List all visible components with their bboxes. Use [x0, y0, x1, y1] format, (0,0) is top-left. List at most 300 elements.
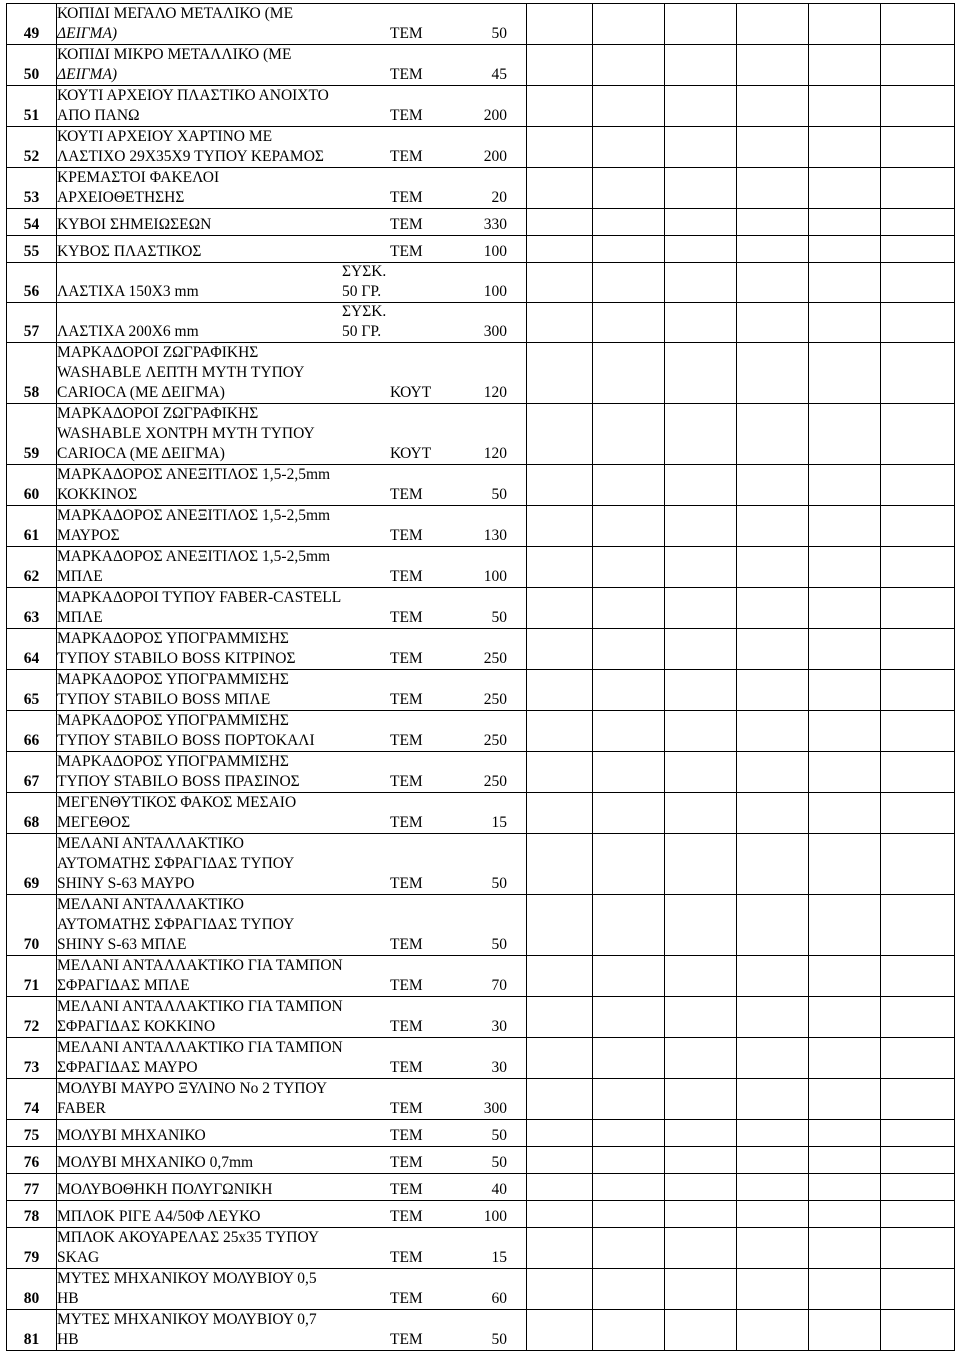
item-number: 52 — [7, 127, 57, 168]
empty-cell — [593, 1038, 665, 1079]
item-quantity: 40 — [491, 1181, 507, 1198]
empty-cell — [593, 4, 665, 45]
empty-cell — [593, 997, 665, 1038]
item-description-line: ΜΕΓΕΘΟΣ — [57, 814, 131, 831]
empty-cell — [665, 1228, 737, 1269]
item-description-line: SKAG — [57, 1249, 100, 1266]
item-number: 55 — [7, 236, 57, 263]
item-quantity: 100 — [483, 243, 507, 260]
item-quantity: 250 — [483, 732, 507, 749]
empty-cell — [737, 588, 809, 629]
table-row — [7, 752, 955, 793]
item-description-cell — [57, 793, 527, 834]
item-unit: ΤΕΜ — [390, 1059, 423, 1076]
item-quantity: 250 — [483, 773, 507, 790]
empty-cell — [593, 168, 665, 209]
empty-cell — [737, 997, 809, 1038]
item-description-line: ΚΟΠΙΔΙ ΜΕΓΑΛΟ ΜΕΤΑΛΙΚΟ (ΜΕ — [57, 5, 294, 22]
empty-cell — [527, 629, 593, 670]
item-description-cell — [57, 4, 527, 45]
item-description-line: ΤΥΠΟΥ STABILO BOSS ΠΡΑΣΙΝΟΣ — [57, 773, 300, 790]
item-quantity: 50 — [491, 875, 507, 892]
empty-cell — [665, 263, 737, 303]
item-description-line: ΜΟΛΥΒΙ ΜΗΧΑΝΙΚΟ — [57, 1127, 206, 1144]
empty-cell — [809, 711, 881, 752]
table-row — [7, 4, 955, 45]
item-description-cell — [57, 168, 527, 209]
item-number: 66 — [7, 711, 57, 752]
empty-cell — [881, 1228, 955, 1269]
empty-cell — [809, 465, 881, 506]
empty-cell — [665, 127, 737, 168]
empty-cell — [737, 895, 809, 956]
item-quantity: 50 — [491, 486, 507, 503]
empty-cell — [527, 1120, 593, 1147]
empty-cell — [881, 1201, 955, 1228]
empty-cell — [527, 997, 593, 1038]
item-unit: ΚΟΥΤ — [390, 384, 432, 401]
item-number: 65 — [7, 670, 57, 711]
empty-cell — [881, 895, 955, 956]
item-description-cell — [57, 1038, 527, 1079]
empty-cell — [881, 127, 955, 168]
empty-cell — [593, 793, 665, 834]
item-unit: ΤΕΜ — [390, 1127, 423, 1144]
item-quantity: 45 — [491, 66, 507, 83]
empty-cell — [665, 711, 737, 752]
item-quantity: 130 — [483, 527, 507, 544]
item-description-line: ΜΕΓΕΝΘΥΤΙΚΟΣ ΦΑΚΟΣ ΜΕΣΑΙΟ — [57, 794, 297, 811]
item-quantity: 250 — [483, 650, 507, 667]
empty-cell — [809, 343, 881, 404]
item-description-line: ΜΥΤΕΣ ΜΗΧΑΝΙΚΟΥ ΜΟΛΥΒΙΟΥ 0,5 — [57, 1270, 317, 1287]
item-unit-detail: 50 ΓΡ. — [342, 323, 382, 340]
empty-cell — [881, 1174, 955, 1201]
empty-cell — [809, 127, 881, 168]
empty-cell — [593, 127, 665, 168]
table-row — [7, 1201, 955, 1228]
item-description-line: ΚΟΥΤΙ ΑΡΧΕΙΟΥ ΠΛΑΣΤΙΚΟ ΑΝΟΙΧΤΟ — [57, 87, 329, 104]
empty-cell — [593, 547, 665, 588]
item-quantity: 30 — [491, 1059, 507, 1076]
item-description-cell — [57, 506, 527, 547]
item-number: 62 — [7, 547, 57, 588]
empty-cell — [881, 629, 955, 670]
table-row — [7, 236, 955, 263]
item-description-line: ΛΑΣΤΙΧΟ 29Χ35Χ9 ΤΥΠΟΥ ΚΕΡΑΜΟΣ — [57, 148, 324, 165]
item-quantity: 30 — [491, 1018, 507, 1035]
empty-cell — [593, 465, 665, 506]
empty-cell — [593, 1174, 665, 1201]
empty-cell — [809, 263, 881, 303]
item-description-cell — [57, 127, 527, 168]
empty-cell — [593, 895, 665, 956]
empty-cell — [593, 263, 665, 303]
item-description-cell — [57, 997, 527, 1038]
item-description-line: ΔΕΙΓΜΑ) — [57, 25, 118, 42]
empty-cell — [809, 834, 881, 895]
empty-cell — [809, 209, 881, 236]
item-description-line: ΜΠΛΟΚ ΡΙΓΕ Α4/50Φ ΛΕΥΚΟ — [57, 1208, 261, 1225]
empty-cell — [665, 1147, 737, 1174]
item-number: 78 — [7, 1201, 57, 1228]
empty-cell — [665, 404, 737, 465]
empty-cell — [665, 209, 737, 236]
item-quantity: 50 — [491, 1331, 507, 1348]
item-quantity: 330 — [483, 216, 507, 233]
item-description-cell — [57, 670, 527, 711]
empty-cell — [737, 834, 809, 895]
empty-cell — [881, 1310, 955, 1351]
table-row — [7, 168, 955, 209]
item-description-line: ΜΕΛΑΝΙ ΑΝΤΑΛΛΑΚΤΙΚΟ ΓΙΑ ΤΑΜΠΟΝ — [57, 998, 343, 1015]
empty-cell — [737, 752, 809, 793]
item-number: 67 — [7, 752, 57, 793]
empty-cell — [665, 1174, 737, 1201]
empty-cell — [737, 547, 809, 588]
empty-cell — [527, 1079, 593, 1120]
empty-cell — [593, 506, 665, 547]
empty-cell — [809, 1310, 881, 1351]
item-number: 51 — [7, 86, 57, 127]
item-description-line: ΜΑΡΚΑΔΟΡΟΣ ΥΠΟΓΡΑΜΜΙΣΗΣ — [57, 671, 289, 688]
item-unit: ΣΥΣΚ. — [342, 263, 387, 280]
item-description-line: ΜΟΛΥΒΟΘΗΚΗ ΠΟΛΥΓΩΝΙΚΗ — [57, 1181, 273, 1198]
empty-cell — [881, 343, 955, 404]
item-description-line: ΛΑΣΤΙΧΑ 200Χ6 mm — [57, 323, 199, 340]
item-description-line: ΜΠΛΕ — [57, 609, 103, 626]
item-unit: ΤΕΜ — [390, 1208, 423, 1225]
item-description-cell — [57, 209, 527, 236]
item-description-line: ΜΥΤΕΣ ΜΗΧΑΝΙΚΟΥ ΜΟΛΥΒΙΟΥ 0,7 — [57, 1311, 317, 1328]
item-description-line: ΜΟΛΥΒΙ ΜΑΥΡΟ ΞΥΛΙΝΟ Νο 2 ΤΥΠΟΥ — [57, 1080, 328, 1097]
item-unit: ΣΥΣΚ. — [342, 303, 387, 320]
empty-cell — [593, 1228, 665, 1269]
empty-cell — [665, 670, 737, 711]
empty-cell — [881, 997, 955, 1038]
empty-cell — [593, 45, 665, 86]
item-unit: ΤΕΜ — [390, 732, 423, 749]
item-quantity: 200 — [483, 107, 507, 124]
empty-cell — [809, 629, 881, 670]
item-description-cell — [57, 45, 527, 86]
item-quantity: 120 — [483, 445, 507, 462]
empty-cell — [737, 209, 809, 236]
empty-cell — [665, 1310, 737, 1351]
empty-cell — [809, 752, 881, 793]
item-quantity: 100 — [483, 283, 507, 300]
item-description-line: WASHABLE ΛΕΠΤΗ ΜΥΤΗ ΤΥΠΟΥ — [57, 364, 305, 381]
item-unit: ΤΕΜ — [390, 1290, 423, 1307]
item-description-line: ΜΑΡΚΑΔΟΡΟΙ ΤΥΠΟΥ FABER-CASTELL — [57, 589, 342, 606]
empty-cell — [665, 1269, 737, 1310]
empty-cell — [593, 711, 665, 752]
item-unit: ΤΕΜ — [390, 25, 423, 42]
empty-cell — [809, 404, 881, 465]
empty-cell — [527, 1174, 593, 1201]
table-row — [7, 86, 955, 127]
item-quantity: 120 — [483, 384, 507, 401]
table-row — [7, 588, 955, 629]
item-number: 81 — [7, 1310, 57, 1351]
empty-cell — [809, 236, 881, 263]
empty-cell — [593, 956, 665, 997]
empty-cell — [593, 1079, 665, 1120]
item-quantity: 50 — [491, 25, 507, 42]
empty-cell — [527, 506, 593, 547]
items-table — [6, 3, 955, 1351]
item-description-cell — [57, 404, 527, 465]
empty-cell — [527, 343, 593, 404]
empty-cell — [809, 793, 881, 834]
empty-cell — [881, 45, 955, 86]
item-description-line: HB — [57, 1290, 79, 1307]
item-description-line: ΑΡΧΕΙΟΘΕΤΗΣΗΣ — [57, 189, 185, 206]
empty-cell — [593, 1120, 665, 1147]
empty-cell — [593, 588, 665, 629]
item-number: 70 — [7, 895, 57, 956]
item-number: 76 — [7, 1147, 57, 1174]
empty-cell — [737, 956, 809, 997]
item-description-line: ΜΑΥΡΟΣ — [57, 527, 120, 544]
item-number: 49 — [7, 4, 57, 45]
item-description-line: ΚΥΒΟΙ ΣΗΜΕΙΩΣΕΩΝ — [57, 216, 212, 233]
item-quantity: 50 — [491, 1154, 507, 1171]
empty-cell — [809, 1269, 881, 1310]
empty-cell — [665, 834, 737, 895]
item-description-cell — [57, 303, 527, 343]
empty-cell — [593, 752, 665, 793]
table-row — [7, 670, 955, 711]
table-row — [7, 1079, 955, 1120]
table-row — [7, 1120, 955, 1147]
item-quantity: 50 — [491, 609, 507, 626]
item-unit: ΤΕΜ — [390, 814, 423, 831]
item-description-line: ΜΑΡΚΑΔΟΡΟΣ ΥΠΟΓΡΑΜΜΙΣΗΣ — [57, 630, 289, 647]
item-description-cell — [57, 711, 527, 752]
item-description-cell — [57, 1228, 527, 1269]
item-description-line: HB — [57, 1331, 79, 1348]
empty-cell — [527, 303, 593, 343]
item-description-line: ΑΥΤΟΜΑΤΗΣ ΣΦΡΑΓΙΔΑΣ ΤΥΠΟΥ — [57, 916, 295, 933]
item-description-line: ΚΟΠΙΔΙ ΜΙΚΡΟ ΜΕΤΑΛΛΙΚΟ (ΜΕ — [57, 46, 292, 63]
item-quantity: 250 — [483, 691, 507, 708]
item-quantity: 300 — [483, 323, 507, 340]
item-unit: ΤΕΜ — [390, 1181, 423, 1198]
item-description-line: ΜΕΛΑΝΙ ΑΝΤΑΛΛΑΚΤΙΚΟ — [57, 896, 244, 913]
empty-cell — [809, 86, 881, 127]
item-number: 79 — [7, 1228, 57, 1269]
item-quantity: 20 — [491, 189, 507, 206]
item-description-cell — [57, 1174, 527, 1201]
empty-cell — [881, 547, 955, 588]
empty-cell — [527, 711, 593, 752]
item-description-line: ΜΠΛΕ — [57, 568, 103, 585]
empty-cell — [881, 1269, 955, 1310]
empty-cell — [665, 1079, 737, 1120]
item-unit: ΤΕΜ — [390, 148, 423, 165]
empty-cell — [665, 86, 737, 127]
item-description-line: ΔΕΙΓΜΑ) — [57, 66, 118, 83]
item-description-line: ΤΥΠΟΥ STABILO BOSS ΚΙΤΡΙΝΟΣ — [57, 650, 296, 667]
item-description-line: ΜΠΛΟΚ ΑΚΟΥΑΡΕΛΑΣ 25x35 ΤΥΠΟΥ — [57, 1229, 320, 1246]
items-table-body — [7, 4, 955, 1351]
item-unit: ΤΕΜ — [390, 609, 423, 626]
item-description-line: ΣΦΡΑΓΙΔΑΣ ΜΑΥΡΟ — [57, 1059, 198, 1076]
item-description-line: ΜΑΡΚΑΔΟΡΟΣ ΑΝΕΞΙΤΙΛΟΣ 1,5-2,5mm — [57, 507, 331, 524]
item-unit: ΤΕΜ — [390, 568, 423, 585]
empty-cell — [527, 588, 593, 629]
item-quantity: 15 — [491, 814, 507, 831]
item-description-cell — [57, 956, 527, 997]
item-number: 58 — [7, 343, 57, 404]
empty-cell — [527, 1201, 593, 1228]
table-row — [7, 1228, 955, 1269]
empty-cell — [527, 752, 593, 793]
empty-cell — [527, 45, 593, 86]
item-unit: ΤΕΜ — [390, 691, 423, 708]
table-row — [7, 1038, 955, 1079]
empty-cell — [737, 1310, 809, 1351]
empty-cell — [809, 1201, 881, 1228]
empty-cell — [527, 895, 593, 956]
empty-cell — [881, 588, 955, 629]
item-description-cell — [57, 86, 527, 127]
empty-cell — [881, 506, 955, 547]
item-number: 73 — [7, 1038, 57, 1079]
empty-cell — [881, 4, 955, 45]
empty-cell — [527, 4, 593, 45]
empty-cell — [881, 956, 955, 997]
table-row — [7, 793, 955, 834]
item-unit: ΤΕΜ — [390, 486, 423, 503]
empty-cell — [665, 895, 737, 956]
empty-cell — [881, 793, 955, 834]
empty-cell — [593, 1310, 665, 1351]
table-row — [7, 263, 955, 303]
item-description-line: ΤΥΠΟΥ STABILO BOSS ΜΠΛΕ — [57, 691, 271, 708]
empty-cell — [593, 629, 665, 670]
empty-cell — [881, 263, 955, 303]
item-description-line: ΚΟΚΚΙΝΟΣ — [57, 486, 138, 503]
empty-cell — [881, 752, 955, 793]
item-description-line: CARIOCA (ΜΕ ΔΕΙΓΜΑ) — [57, 445, 225, 462]
empty-cell — [737, 263, 809, 303]
empty-cell — [737, 1120, 809, 1147]
item-description-line: ΜΟΛΥΒΙ ΜΗΧΑΝΙΚΟ 0,7mm — [57, 1154, 254, 1171]
item-quantity: 60 — [491, 1290, 507, 1307]
empty-cell — [809, 1174, 881, 1201]
item-description-line: ΜΑΡΚΑΔΟΡΟΣ ΥΠΟΓΡΑΜΜΙΣΗΣ — [57, 712, 289, 729]
empty-cell — [737, 1038, 809, 1079]
item-description-line: ΜΑΡΚΑΔΟΡΟΣ ΑΝΕΞΙΤΙΛΟΣ 1,5-2,5mm — [57, 466, 331, 483]
item-number: 72 — [7, 997, 57, 1038]
item-description-cell — [57, 588, 527, 629]
empty-cell — [527, 547, 593, 588]
empty-cell — [527, 1147, 593, 1174]
item-unit: ΤΕΜ — [390, 1154, 423, 1171]
item-quantity: 300 — [483, 1100, 507, 1117]
table-row — [7, 303, 955, 343]
item-description-line: ΚΟΥΤΙ ΑΡΧΕΙΟΥ ΧΑΡΤΙΝΟ ΜΕ — [57, 128, 273, 145]
empty-cell — [593, 343, 665, 404]
item-description-cell — [57, 547, 527, 588]
empty-cell — [665, 588, 737, 629]
empty-cell — [809, 670, 881, 711]
empty-cell — [881, 1120, 955, 1147]
empty-cell — [809, 303, 881, 343]
empty-cell — [665, 4, 737, 45]
empty-cell — [527, 404, 593, 465]
empty-cell — [593, 86, 665, 127]
table-row — [7, 711, 955, 752]
table-row — [7, 956, 955, 997]
empty-cell — [809, 4, 881, 45]
item-quantity: 70 — [491, 977, 507, 994]
item-description-cell — [57, 263, 527, 303]
item-description-line: ΜΕΛΑΝΙ ΑΝΤΑΛΛΑΚΤΙΚΟ ΓΙΑ ΤΑΜΠΟΝ — [57, 957, 343, 974]
empty-cell — [809, 547, 881, 588]
empty-cell — [527, 127, 593, 168]
item-description-line: WASHABLE ΧΟΝΤΡΗ ΜΥΤΗ ΤΥΠΟΥ — [57, 425, 315, 442]
empty-cell — [881, 834, 955, 895]
item-quantity: 50 — [491, 936, 507, 953]
item-number: 53 — [7, 168, 57, 209]
item-unit: ΚΟΥΤ — [390, 445, 432, 462]
item-description-cell — [57, 343, 527, 404]
empty-cell — [737, 303, 809, 343]
empty-cell — [737, 1201, 809, 1228]
item-number: 61 — [7, 506, 57, 547]
item-description-cell — [57, 1310, 527, 1351]
empty-cell — [593, 404, 665, 465]
empty-cell — [881, 711, 955, 752]
item-description-line: ΚΡΕΜΑΣΤΟΙ ΦΑΚΕΛΟΙ — [57, 169, 220, 186]
item-number: 59 — [7, 404, 57, 465]
item-description-line: ΑΥΤΟΜΑΤΗΣ ΣΦΡΑΓΙΔΑΣ ΤΥΠΟΥ — [57, 855, 295, 872]
item-unit: ΤΕΜ — [390, 1249, 423, 1266]
item-number: 54 — [7, 209, 57, 236]
item-description-line: ΜΑΡΚΑΔΟΡΟΣ ΥΠΟΓΡΑΜΜΙΣΗΣ — [57, 753, 289, 770]
item-unit: ΤΕΜ — [390, 773, 423, 790]
empty-cell — [527, 670, 593, 711]
empty-cell — [737, 168, 809, 209]
empty-cell — [881, 1038, 955, 1079]
empty-cell — [737, 670, 809, 711]
item-unit: ΤΕΜ — [390, 527, 423, 544]
empty-cell — [809, 588, 881, 629]
item-unit: ΤΕΜ — [390, 977, 423, 994]
table-row — [7, 127, 955, 168]
empty-cell — [737, 45, 809, 86]
empty-cell — [527, 834, 593, 895]
empty-cell — [593, 834, 665, 895]
item-unit: ΤΕΜ — [390, 1331, 423, 1348]
empty-cell — [665, 168, 737, 209]
item-description-line: ΜΕΛΑΝΙ ΑΝΤΑΛΛΑΚΤΙΚΟ — [57, 835, 244, 852]
empty-cell — [737, 1147, 809, 1174]
empty-cell — [593, 1201, 665, 1228]
item-description-cell — [57, 834, 527, 895]
empty-cell — [593, 670, 665, 711]
empty-cell — [809, 997, 881, 1038]
table-row — [7, 1174, 955, 1201]
table-row — [7, 465, 955, 506]
empty-cell — [809, 45, 881, 86]
empty-cell — [737, 465, 809, 506]
item-description-line: ΜΑΡΚΑΔΟΡΟΙ ΖΩΓΡΑΦΙΚΗΣ — [57, 405, 259, 422]
empty-cell — [737, 343, 809, 404]
